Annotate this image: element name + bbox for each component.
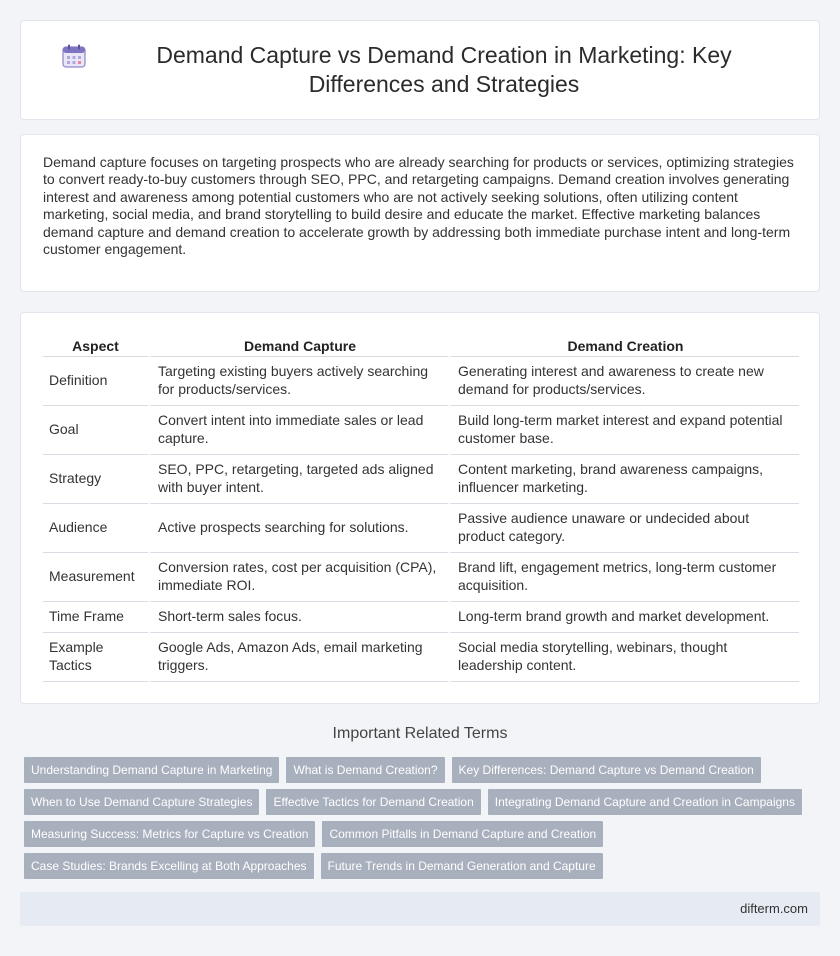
table-row <box>43 602 799 633</box>
related-term-tag[interactable]: Key Differences: Demand Capture vs Demand Creation <box>452 757 761 783</box>
row-demand-creation: Passive audience unaware or undecided about product category. <box>448 504 799 553</box>
header-aspect: Aspect <box>43 333 148 357</box>
intro-paragraph: Demand capture focuses on targeting prospects who are already searching for products or services, optimizing strategies to convert ready-to-buy customers through SEO, PPC, and retargeting campaigns. Demand creation involves generating interest and awareness among potential customers who are not actively seeking solutions, often utilizing content marketing, social media, and brand storytelling to build desire and educate the market. Effective marketing balances demand capture and demand creation to accelerate growth by addressing both immediate purchase intent and long-term customer engagement. <box>43 154 794 258</box>
header-card <box>20 20 820 120</box>
table-row <box>43 455 799 504</box>
tag-row <box>24 757 824 783</box>
tag-row <box>24 821 824 847</box>
table-header-row <box>43 333 799 357</box>
related-term-tag[interactable]: Understanding Demand Capture in Marketing <box>24 757 279 783</box>
related-terms-title: Important Related Terms <box>332 725 508 742</box>
row-demand-capture: Google Ads, Amazon Ads, email marketing triggers. <box>148 633 448 682</box>
related-term-tag[interactable]: What is Demand Creation? <box>286 757 444 783</box>
related-term-tag[interactable]: Effective Tactics for Demand Creation <box>266 789 480 815</box>
header-demand-creation: Demand Creation <box>448 333 799 357</box>
row-aspect: Strategy <box>43 455 148 504</box>
row-aspect: Audience <box>43 504 148 553</box>
row-demand-capture: Conversion rates, cost per acquisition (CPA), immediate ROI. <box>148 553 448 602</box>
row-demand-creation: Brand lift, engagement metrics, long-term customer acquisition. <box>448 553 799 602</box>
page-title: Demand Capture vs Demand Creation in Marketing: Key Differences and Strategies <box>156 42 732 97</box>
related-term-tag[interactable]: Measuring Success: Metrics for Capture vs Creation <box>24 821 315 847</box>
row-aspect: Goal <box>43 406 148 455</box>
row-demand-creation: Social media storytelling, webinars, thought leadership content. <box>448 633 799 682</box>
row-demand-capture: SEO, PPC, retargeting, targeted ads aligned with buyer intent. <box>148 455 448 504</box>
table-row <box>43 553 799 602</box>
footer-site-link[interactable]: difterm.com <box>740 901 808 916</box>
row-aspect: Measurement <box>43 553 148 602</box>
row-demand-capture: Short-term sales focus. <box>148 602 448 633</box>
row-demand-capture: Convert intent into immediate sales or lead capture. <box>148 406 448 455</box>
tag-row <box>24 853 824 879</box>
header-demand-capture: Demand Capture <box>148 333 448 357</box>
row-demand-creation: Long-term brand growth and market development. <box>448 602 799 633</box>
related-term-tag[interactable]: Future Trends in Demand Generation and Capture <box>321 853 603 879</box>
related-term-tag[interactable]: Common Pitfalls in Demand Capture and Creation <box>322 821 603 847</box>
row-demand-creation: Build long-term market interest and expand potential customer base. <box>448 406 799 455</box>
table-row <box>43 406 799 455</box>
calendar-icon <box>61 43 87 69</box>
related-term-tag[interactable]: Case Studies: Brands Excelling at Both Approaches <box>24 853 314 879</box>
row-aspect: Example Tactics <box>43 633 148 682</box>
row-demand-creation: Generating interest and awareness to create new demand for products/services. <box>448 357 799 406</box>
row-aspect: Time Frame <box>43 602 148 633</box>
row-demand-capture: Active prospects searching for solutions. <box>148 504 448 553</box>
row-aspect: Definition <box>43 357 148 406</box>
table-row <box>43 504 799 553</box>
row-demand-creation: Content marketing, brand awareness campaigns, influencer marketing. <box>448 455 799 504</box>
row-demand-capture: Targeting existing buyers actively searching for products/services. <box>148 357 448 406</box>
comparison-table <box>43 333 799 682</box>
related-term-tag[interactable]: Integrating Demand Capture and Creation in Campaigns <box>488 789 802 815</box>
footer <box>20 892 820 926</box>
intro-card <box>20 134 820 292</box>
table-row <box>43 633 799 682</box>
related-term-tag[interactable]: When to Use Demand Capture Strategies <box>24 789 259 815</box>
comparison-table-card <box>20 312 820 704</box>
tag-row <box>24 789 824 815</box>
related-terms-list <box>24 757 824 885</box>
table-row <box>43 357 799 406</box>
